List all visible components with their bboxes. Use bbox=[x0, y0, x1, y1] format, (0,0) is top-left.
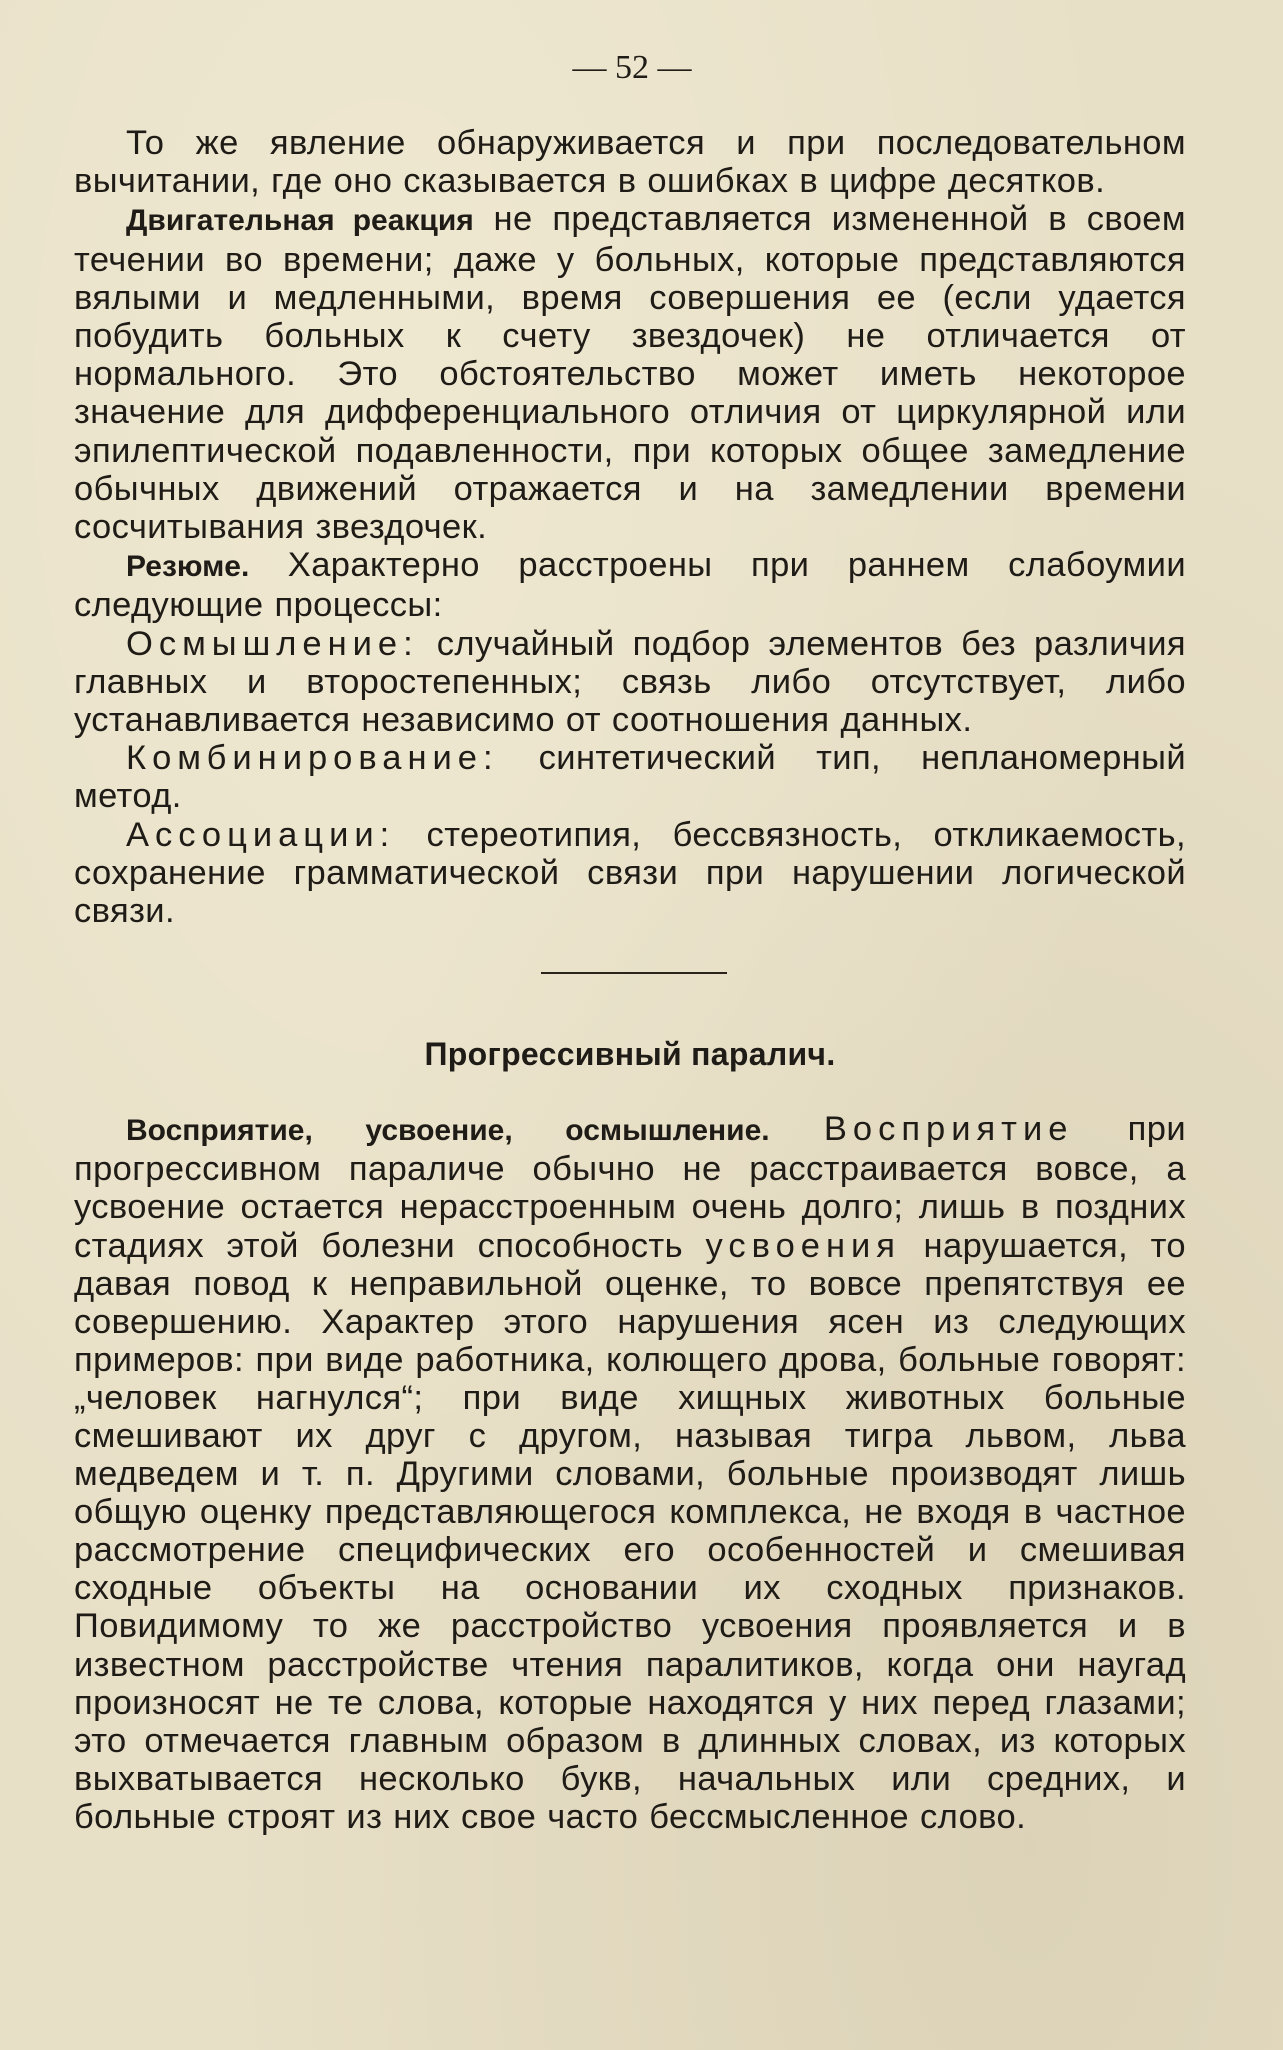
paragraph-comprehension bbox=[74, 625, 1186, 740]
paragraph-lead: Резюме. bbox=[126, 550, 250, 584]
paragraph-motor-reaction bbox=[74, 200, 1186, 546]
paragraph-combining bbox=[74, 739, 1186, 815]
paragraph-lead: Двигательная реакция bbox=[126, 204, 474, 238]
paragraph-text: Характерно расстроены при раннем слабоумии следующие процессы: bbox=[74, 546, 1186, 625]
paragraph-text: случайный подбор элементов без различия главных и второстепенных; связь либо отсутствует, либо устанавливается независимо от соотношения данных. bbox=[74, 624, 1186, 740]
section-title: Прогрессивный паралич. bbox=[424, 1036, 836, 1073]
paragraph-term: Осмышление: bbox=[126, 624, 419, 663]
paragraph-term: Восприятие bbox=[823, 1110, 1074, 1149]
paragraph-term: усвоения bbox=[705, 1226, 901, 1265]
paragraph-term: Ассоциации: bbox=[126, 815, 396, 854]
paragraph-text: при прогрессивном параличе обычно не расстраивается вовсе, а усвоение остается нерасстроенным очень долго; лишь в поздних стадиях этой болезни способность bbox=[74, 1110, 1186, 1265]
paragraph-text: нарушается, то давая повод к неправильной оценке, то вовсе препятствуя ее совершению. Характер этого нарушения ясен из следующих примеров: при виде работника, колющего дрова, больные говорят: „человек нагнулся“; при виде хищных животных больные смешивают их друг с другом, называя тигра львом, льва медведем и т. п. Другими словами, больные производят лишь общую оценку представляющегося комплекса, не входя в частное рассмотрение специфических его особенностей и смешивая сходные объекты на основании их сходных признаков. Повидимому то же расстройство усвоения проявляется и в известном расстройстве чтения паралитиков, когда они наугад произносят не те слова, которые находятся у них перед глазами; это отмечается главным образом в длинных словах, из которых выхватывается несколько букв, начальных или средних, и больные строят из них свое часто бессмысленное слово. bbox=[74, 1226, 1186, 1836]
paragraph-lead: Восприятие, усвоение, осмышление. bbox=[126, 1114, 770, 1148]
paragraph-perception bbox=[74, 1110, 1186, 1836]
paragraph-associations bbox=[74, 816, 1186, 931]
paragraph-text: синтетический тип, непланомерный метод. bbox=[74, 739, 1186, 816]
page-number: — 52 — bbox=[572, 49, 692, 86]
section-body bbox=[74, 1110, 1186, 1836]
book-page bbox=[74, 48, 1186, 1836]
paragraph-text: стереотипия, бессвязность, откликаемость, сохранение грамматической связи при нарушении логической связи. bbox=[74, 815, 1186, 931]
paragraph-summary bbox=[74, 546, 1186, 624]
section-divider bbox=[541, 972, 727, 974]
paragraph-text: не представляется измененной в своем течении во времени; даже у больных, которые представляются вялыми и медленными, время совершения ее (если удается побудить больных к счету звездочек) не отличается от нормального. Это обстоятельство может иметь некоторое значение для дифференциального отличия от циркулярной или эпилептической подавленности, при которых общее замедление обычных движений отражается и на замедлении времени сосчитывания звездочек. bbox=[74, 200, 1186, 547]
paragraph-term: Комбинирование: bbox=[126, 739, 499, 778]
paragraph-text: То же явление обнаруживается и при последовательном вычитании, где оно сказывается в ошибках в цифре десятков. bbox=[74, 124, 1186, 201]
paragraph-subtraction bbox=[74, 124, 1186, 200]
